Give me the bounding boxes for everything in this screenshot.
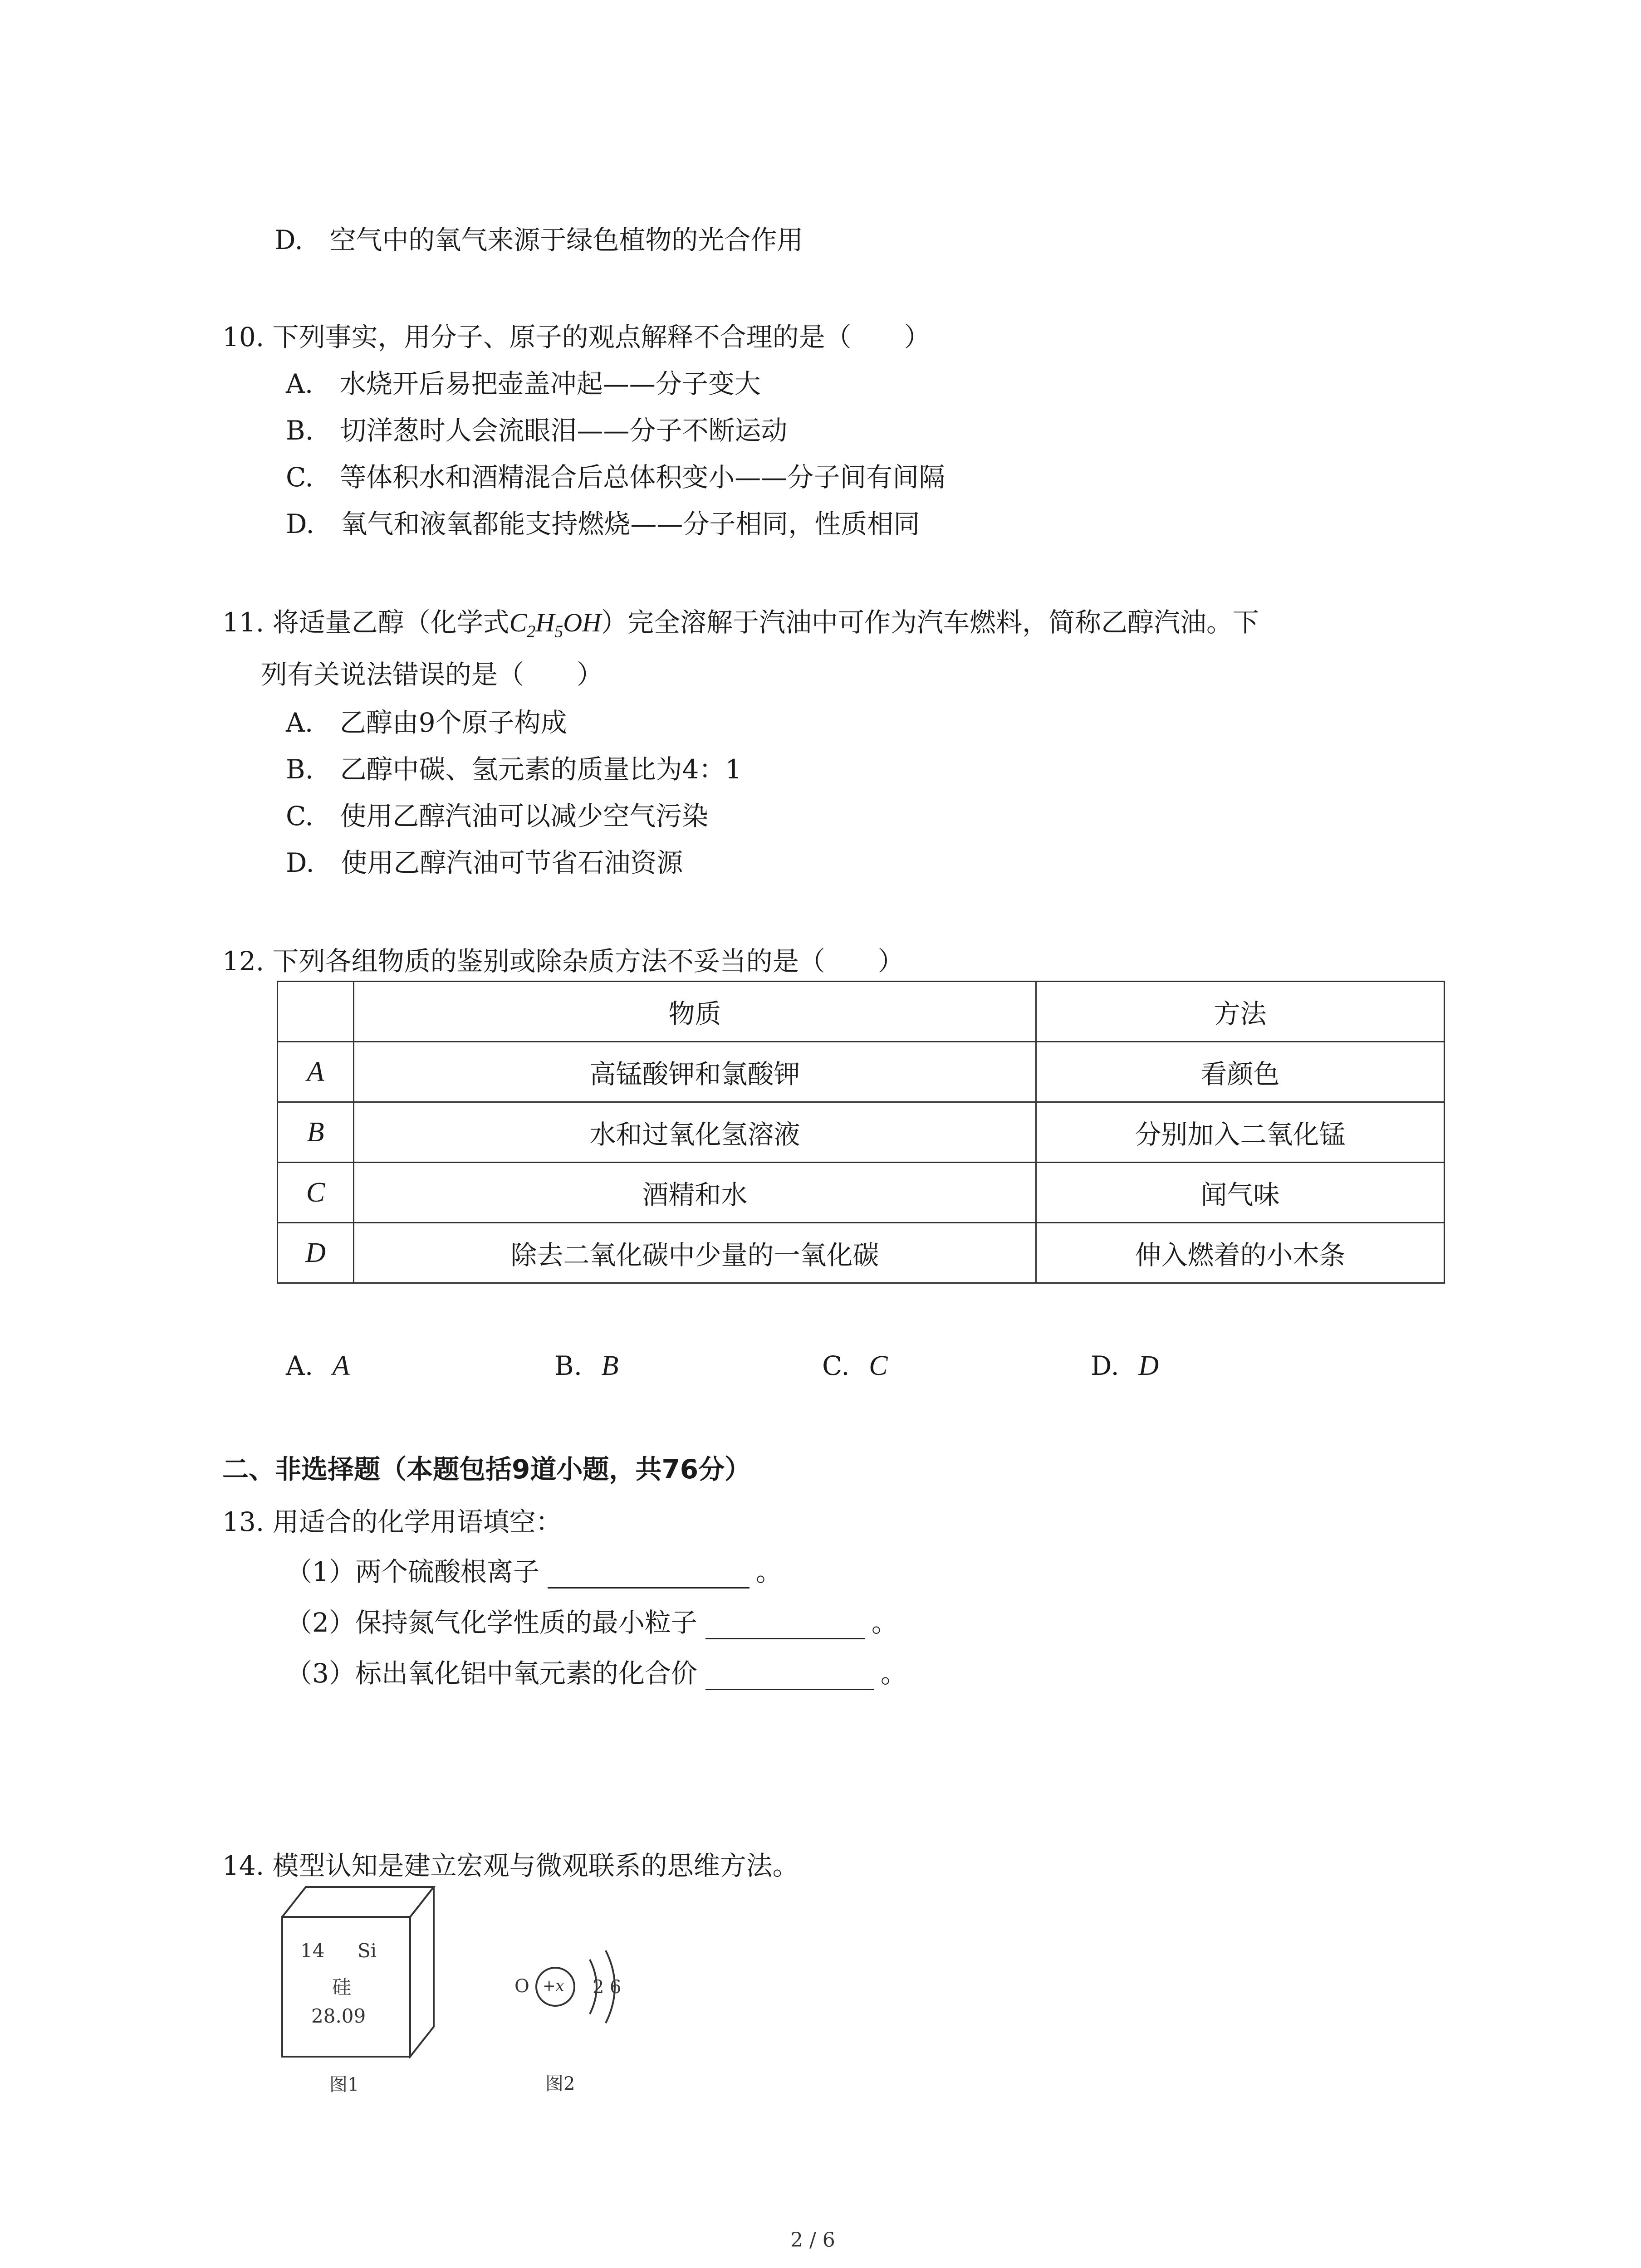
item-text: （3）标出氧化铝中氧元素的化合价: [286, 1658, 697, 1689]
option-label: C.: [286, 462, 314, 493]
section-title: 二、非选择题（本题包括9道小题，共76分）: [222, 1454, 751, 1485]
q12-choice-b: [554, 1350, 618, 1382]
q13-item-2: [286, 1601, 898, 1639]
q11-stem-line1: [222, 601, 1259, 642]
table-cell: 酒精和水: [354, 1163, 1036, 1223]
q12-choice-a: [286, 1350, 350, 1382]
option-text: 等体积水和酒精混合后总体积变小——分子间有间隔: [340, 462, 945, 493]
row-label: B: [278, 1102, 354, 1163]
table-cell: 闻气味: [1036, 1163, 1445, 1223]
ethanol-formula: [509, 608, 602, 641]
formula-h-sub: 5: [554, 622, 563, 641]
formula-c: C: [509, 608, 527, 637]
option-text: 水烧开后易把壶盖冲起——分子变大: [339, 368, 761, 399]
choice-value: D: [1138, 1350, 1159, 1381]
q11-option-c: [286, 795, 708, 833]
q12-stem: 12. 下列各组物质的鉴别或除杂质方法不妥当的是（ ）: [222, 946, 904, 977]
item-text: （2）保持氮气化学性质的最小粒子: [286, 1607, 697, 1638]
option-label: B.: [286, 415, 314, 446]
item-end: 。: [871, 1607, 898, 1638]
formula-c-sub: 2: [527, 622, 536, 641]
item-end: 。: [755, 1556, 782, 1587]
option-label: A.: [286, 707, 314, 738]
option-label: D.: [274, 225, 303, 255]
q10-option-a: [286, 362, 761, 401]
choice-label: D.: [1091, 1350, 1119, 1381]
q12-choice-c: [822, 1350, 888, 1382]
row-label: C: [278, 1163, 354, 1223]
item-end: 。: [880, 1658, 907, 1689]
q14-stem: 14. 模型认知是建立宏观与微观联系的思维方法。: [222, 1850, 799, 1881]
choice-label: B.: [554, 1350, 583, 1381]
choice-value: B: [601, 1350, 619, 1381]
formula-h: H: [535, 608, 555, 637]
row-label: D: [278, 1223, 354, 1283]
table-header-cell: [278, 982, 354, 1042]
q11-stem-after: ）完全溶解于汽油中可作为汽车燃料，简称乙醇汽油。下: [601, 607, 1259, 638]
table-cell: 看颜色: [1036, 1042, 1445, 1102]
q13-item-3: [286, 1652, 907, 1690]
choice-value: A: [332, 1350, 350, 1381]
atomic-mass: 28.09: [311, 2005, 366, 2027]
atomic-number: 14: [300, 1940, 325, 1962]
shell-2-electrons: 6: [610, 1977, 622, 1998]
option-label: A.: [286, 368, 314, 399]
option-text: 乙醇中碳、氢元素的质量比为4：1: [340, 754, 742, 785]
q10-option-b: [286, 409, 788, 447]
q11-option-d: [286, 841, 683, 880]
table-cell: 分别加入二氧化锰: [1036, 1102, 1445, 1163]
q12-table: [277, 981, 1445, 1284]
nucleus-charge: +x: [543, 1977, 564, 1995]
q12-choice-d: [1091, 1350, 1159, 1382]
option-text: 氧气和液氧都能支持燃烧——分子相同，性质相同: [341, 508, 920, 539]
table-row: [278, 1163, 1445, 1223]
q9-option-d: [274, 219, 803, 257]
q11-stem-before: 11. 将适量乙醇（化学式: [222, 607, 509, 638]
option-label: D.: [286, 508, 314, 539]
option-label: D.: [286, 847, 314, 878]
table-header-cell: 物质: [354, 982, 1036, 1042]
table-row: [278, 1102, 1445, 1163]
figure-1-caption: 图1: [329, 2074, 359, 2095]
option-label: C.: [286, 801, 314, 831]
option-text: 切洋葱时人会流眼泪——分子不断运动: [340, 415, 788, 446]
q11-option-b: [286, 748, 742, 786]
table-header-cell: 方法: [1036, 982, 1445, 1042]
element-symbol: O: [514, 1976, 529, 1997]
q13-item-1: [286, 1550, 782, 1589]
element-name: 硅: [332, 1976, 352, 1998]
table-cell: 除去二氧化碳中少量的一氧化碳: [354, 1223, 1036, 1283]
item-text: （1）两个硫酸根离子: [286, 1556, 539, 1587]
answer-blank[interactable]: [548, 1562, 749, 1589]
figure-2-caption: 图2: [545, 2073, 575, 2094]
table-row: [278, 1223, 1445, 1283]
shell-1-electrons: 2: [593, 1977, 604, 1998]
answer-blank[interactable]: [705, 1613, 865, 1639]
periodic-cell-box: [281, 1886, 436, 2058]
choice-label: C.: [822, 1350, 850, 1381]
table-cell: 高锰酸钾和氯酸钾: [354, 1042, 1036, 1102]
choice-value: C: [869, 1350, 888, 1381]
answer-blank[interactable]: [705, 1663, 874, 1690]
table-row: [278, 1042, 1445, 1102]
table-header-row: [278, 982, 1445, 1042]
page-number: 2 / 6: [790, 2229, 835, 2252]
choice-label: A.: [286, 1350, 314, 1381]
row-label: A: [278, 1042, 354, 1102]
option-text: 使用乙醇汽油可以减少空气污染: [340, 801, 709, 831]
q10-option-d: [286, 503, 920, 541]
q10-option-c: [286, 456, 945, 494]
figure-2-atom-structure: [513, 1937, 658, 2094]
table-cell: 水和过氧化氢溶液: [354, 1102, 1036, 1163]
formula-oh: OH: [563, 608, 602, 637]
element-symbol: Si: [358, 1940, 377, 1962]
option-text: 乙醇由9个原子构成: [339, 707, 567, 738]
electron-shell-arcs: [513, 1937, 658, 2037]
option-text: 使用乙醇汽油可节省石油资源: [341, 847, 683, 878]
option-label: B.: [286, 754, 314, 785]
figure-1-periodic-cell: [281, 1886, 436, 2095]
q10-stem: 10. 下列事实，用分子、原子的观点解释不合理的是（ ）: [222, 322, 931, 352]
table-cell: 伸入燃着的小木条: [1036, 1223, 1445, 1283]
q13-stem: 13. 用适合的化学用语填空：: [222, 1506, 562, 1537]
q11-option-a: [286, 701, 567, 739]
q11-stem-line2: 列有关说法错误的是（ ）: [261, 659, 603, 690]
option-text: 空气中的氧气来源于绿色植物的光合作用: [329, 225, 803, 255]
